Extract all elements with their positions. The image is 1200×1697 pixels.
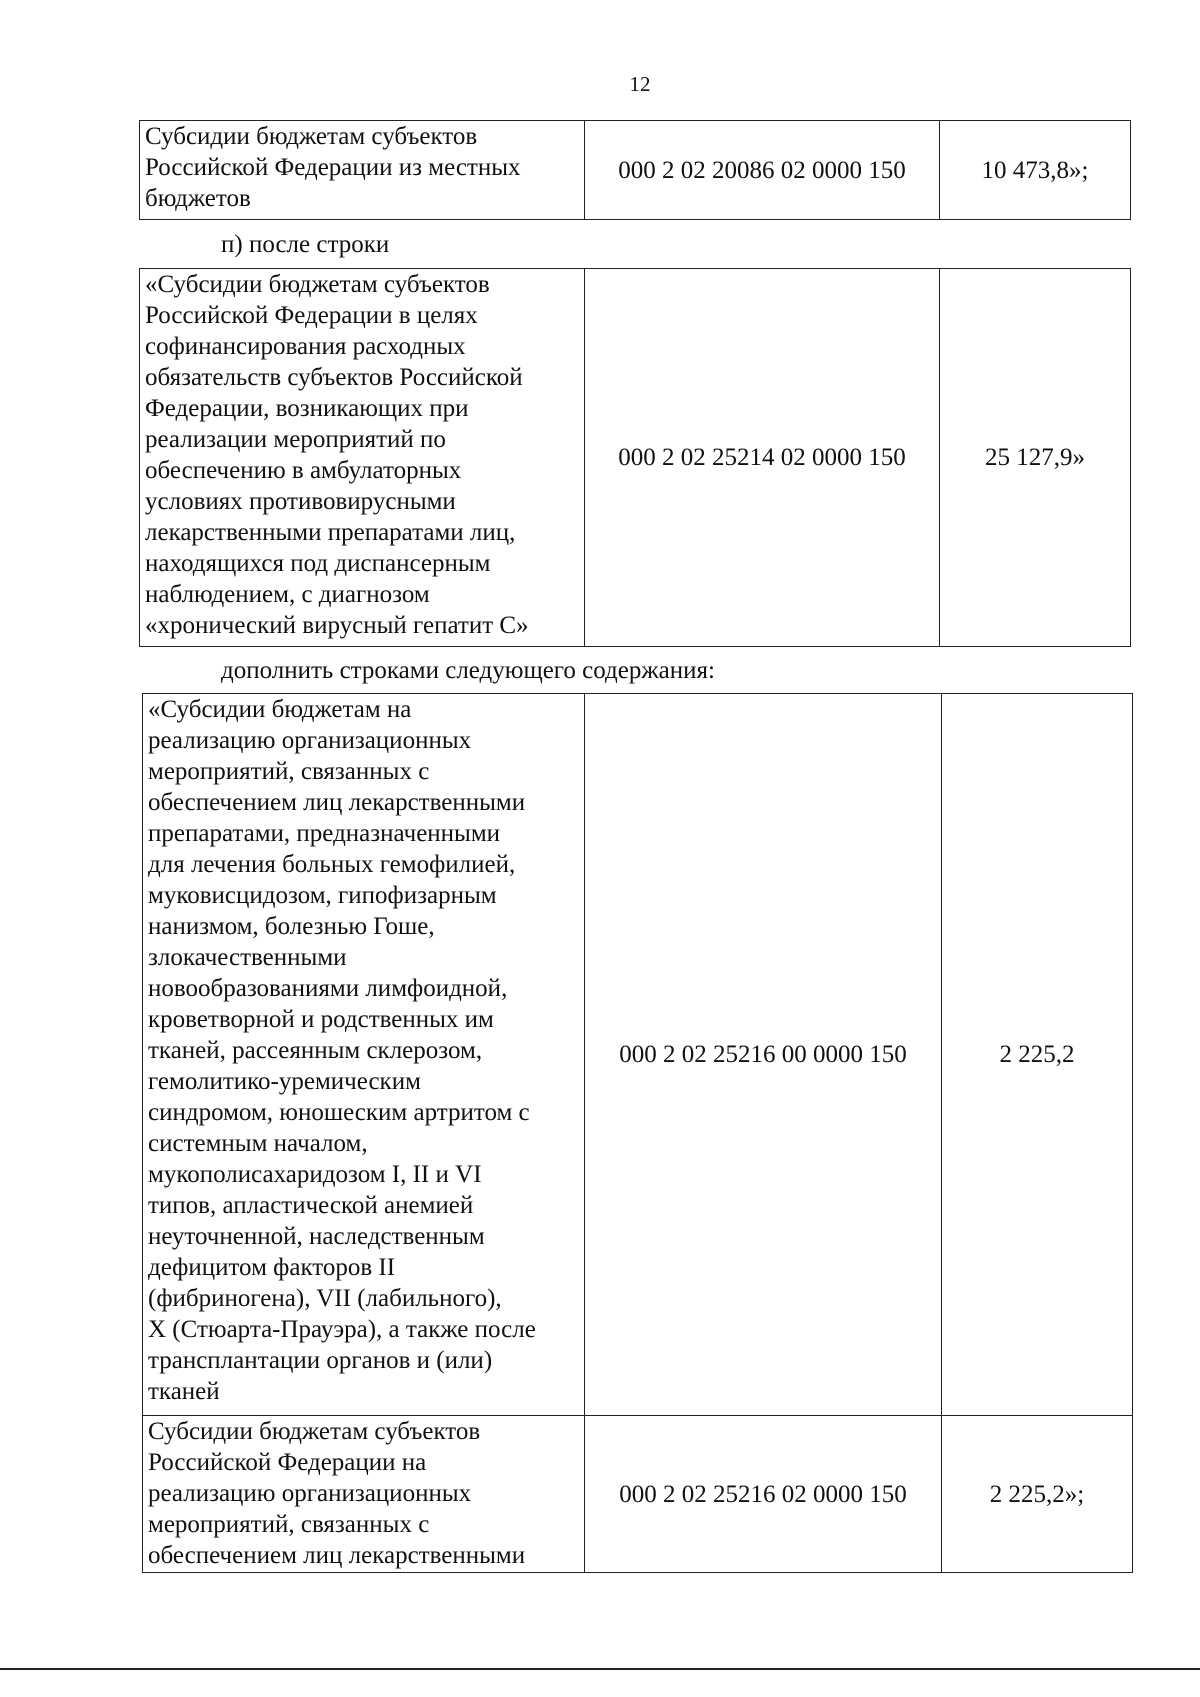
- page-bottom-rule: [0, 1668, 1200, 1670]
- row-value-cell: 2 225,2: [942, 694, 1133, 1416]
- row-code-cell: 000 2 02 20086 02 0000 150: [585, 121, 940, 220]
- table-row: [143, 1416, 1133, 1573]
- row-value-cell: 2 225,2»;: [942, 1416, 1133, 1573]
- row-name-cell: Субсидии бюджетам субъектов Российской Федерации из местных бюджетов: [140, 121, 585, 220]
- row-code-cell: 000 2 02 25216 00 0000 150: [585, 694, 942, 1416]
- page-number: 12: [629, 72, 651, 96]
- table-row: [140, 269, 1131, 647]
- row-value-cell: 10 473,8»;: [940, 121, 1131, 220]
- row-name-cell: «Субсидии бюджетам субъектов Российской Федерации в целях софинансирования расходных обязательств субъектов Российской Федерации, возникающих при реализации мероприятий по обеспечению в амбулаторных условиях противовирусными лекарственными препаратами лиц, находящихся под диспансерным наблюдением, с диагнозом «хронический вирусный гепатит С»: [140, 269, 585, 647]
- row-code-cell: 000 2 02 25216 02 0000 150: [585, 1416, 942, 1573]
- connector-text-append-rows: дополнить строками следующего содержания:: [221, 657, 715, 684]
- row-name-cell: Субсидии бюджетам субъектов Российской Федерации на реализацию организационных мероприятий, связанных с обеспечением лиц лекарственными: [143, 1416, 585, 1573]
- table-row: [143, 694, 1133, 1416]
- budget-table-1: [139, 120, 1131, 220]
- table-row: [140, 121, 1131, 220]
- row-value-cell: 25 127,9»: [940, 269, 1131, 647]
- row-name-cell: «Субсидии бюджетам на реализацию организационных мероприятий, связанных с обеспечением лиц лекарственными препаратами, предназначенными для лечения больных гемофилией, муковисцидозом, гипофизарным нанизмом, болезнью Гоше, злокачественными новообразованиями лимфоидной, кроветворной и родственных им тканей, рассеянным склерозом, гемолитико-уремическим синдромом, юношеским артритом с системным началом, мукополисахаридозом I, II и VI типов, апластической анемией неуточненной, наследственным дефицитом факторов II (фибриногена), VII (лабильного), X (Стюарта-Прауэра), а также после трансплантации органов и (или) тканей: [143, 694, 585, 1416]
- connector-text-after-row: п) после строки: [221, 231, 390, 258]
- row-code-cell: 000 2 02 25214 02 0000 150: [585, 269, 940, 647]
- budget-table-3: [142, 693, 1133, 1573]
- budget-table-2: [139, 268, 1131, 647]
